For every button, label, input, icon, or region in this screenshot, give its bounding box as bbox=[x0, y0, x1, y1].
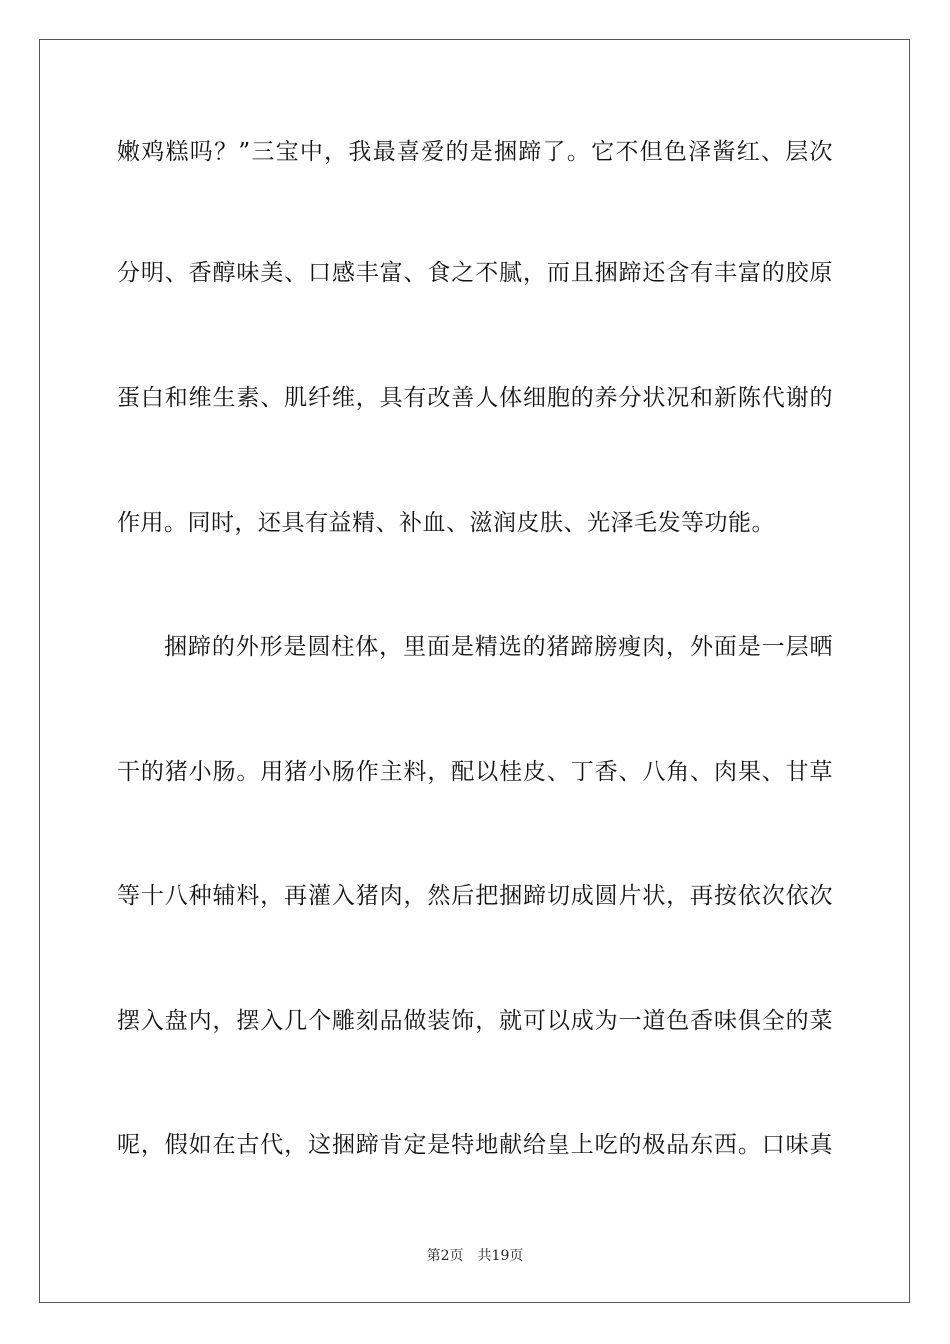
paragraph-line: 嫩鸡糕吗？”三宝中，我最喜爱的是捆蹄了。它不但色泽酱红、层次 bbox=[117, 139, 833, 165]
paragraph-line: 分明、香醇味美、口感丰富、食之不腻，而且捆蹄还含有丰富的胶原 bbox=[117, 260, 833, 286]
page-border bbox=[39, 39, 910, 1303]
paragraph-line: 捆蹄的外形是圆柱体，里面是精选的猪蹄膀瘦肉，外面是一层晒 bbox=[164, 634, 833, 660]
page-number: 第2页 bbox=[426, 1248, 464, 1264]
paragraph-line: 等十八种辅料，再灌入猪肉，然后把捆蹄切成圆片状，再按依次依次 bbox=[117, 883, 833, 909]
paragraph-line: 作用。同时，还具有益精、补血、滋润皮肤、光泽毛发等功能。 bbox=[117, 510, 775, 536]
page-footer bbox=[0, 1247, 950, 1265]
paragraph-line: 蛋白和维生素、肌纤维，具有改善人体细胞的养分状况和新陈代谢的 bbox=[117, 385, 833, 411]
page-total: 共19页 bbox=[477, 1248, 524, 1264]
paragraph-line: 摆入盘内，摆入几个雕刻品做装饰，就可以成为一道色香味俱全的菜 bbox=[117, 1008, 833, 1034]
paragraph-line: 干的猪小肠。用猪小肠作主料，配以桂皮、丁香、八角、肉果、甘草 bbox=[117, 759, 833, 785]
paragraph-line: 呢，假如在古代，这捆蹄肯定是特地献给皇上吃的极品东西。口味真 bbox=[117, 1132, 833, 1158]
